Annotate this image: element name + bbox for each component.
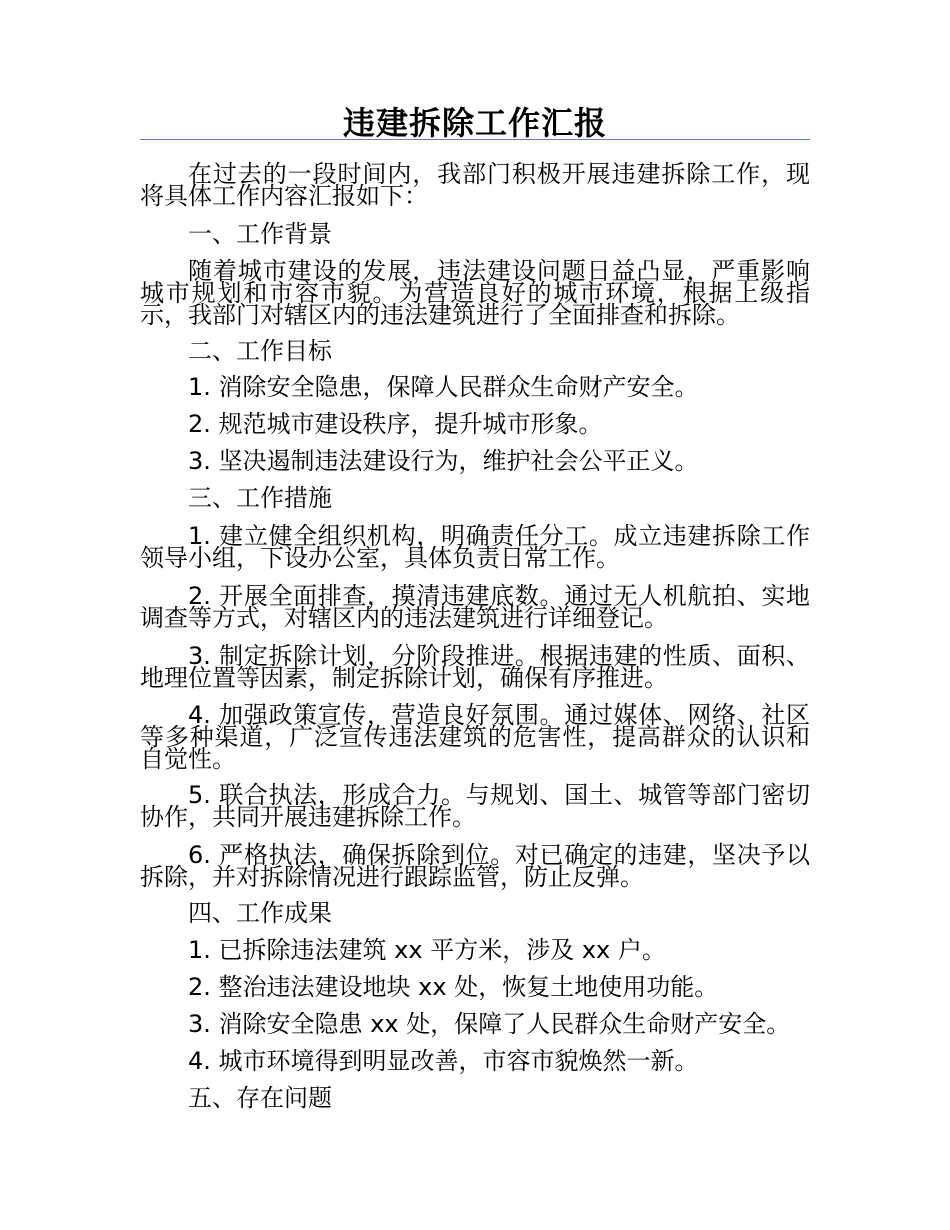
result-item-3: 3. 消除安全隐患 xx 处，保障了人民群众生命财产安全。 xyxy=(188,1010,791,1038)
measure-item-2: 2. 开展全面排查，摸清违建底数。通过无人机航拍、实地调查等方式，对辖区内的违法建筑进行详细登记。 xyxy=(140,582,810,632)
section-heading-problems: 五、存在问题 xyxy=(188,1084,332,1112)
measure-item-6: 6. 严格执法，确保拆除到位。对已确定的违建，坚决予以拆除，并对拆除情况进行跟踪监管，防止反弹。 xyxy=(140,841,810,891)
goal-item-1: 1. 消除安全隐患，保障人民群众生命财产安全。 xyxy=(188,373,699,401)
result-item-1: 1. 已拆除违法建筑 xx 平方米，涉及 xx 户。 xyxy=(188,936,666,964)
background-paragraph: 随着城市建设的发展，违法建设问题日益凸显，严重影响城市规划和市容市貌。为营造良好的城市环境，根据上级指示，我部门对辖区内的违法建筑进行了全面排查和拆除。 xyxy=(140,257,810,329)
result-item-2: 2. 整治违法建设地块 xx 处，恢复土地使用功能。 xyxy=(188,973,719,1001)
section-heading-background: 一、工作背景 xyxy=(188,220,332,248)
section-heading-results: 四、工作成果 xyxy=(188,899,332,927)
intro-paragraph: 在过去的一段时间内，我部门积极开展违建拆除工作，现将具体工作内容汇报如下： xyxy=(140,160,810,210)
measure-item-4: 4. 加强政策宣传，营造良好氛围。通过媒体、网络、社区等多种渠道，广泛宣传违法建筑的危害性，提高群众的认识和自觉性。 xyxy=(140,701,810,773)
result-item-4: 4. 城市环境得到明显改善，市容市貌焕然一新。 xyxy=(188,1047,699,1075)
goal-item-2: 2. 规范城市建设秩序，提升城市形象。 xyxy=(188,410,603,438)
measure-item-1: 1. 建立健全组织机构，明确责任分工。成立违建拆除工作领导小组，下设办公室，具体负责日常工作。 xyxy=(140,522,810,572)
goal-item-3: 3. 坚决遏制违法建设行为，维护社会公平正义。 xyxy=(188,447,699,475)
measure-item-3: 3. 制定拆除计划，分阶段推进。根据违建的性质、面积、地理位置等因素，制定拆除计划，确保有序推进。 xyxy=(140,642,810,692)
section-heading-measures: 三、工作措施 xyxy=(188,484,332,512)
document-title: 违建拆除工作汇报 xyxy=(342,104,607,142)
measure-item-5: 5. 联合执法，形成合力。与规划、国土、城管等部门密切协作，共同开展违建拆除工作。 xyxy=(140,781,810,831)
title-underline xyxy=(140,139,810,140)
section-heading-goals: 二、工作目标 xyxy=(188,337,332,365)
